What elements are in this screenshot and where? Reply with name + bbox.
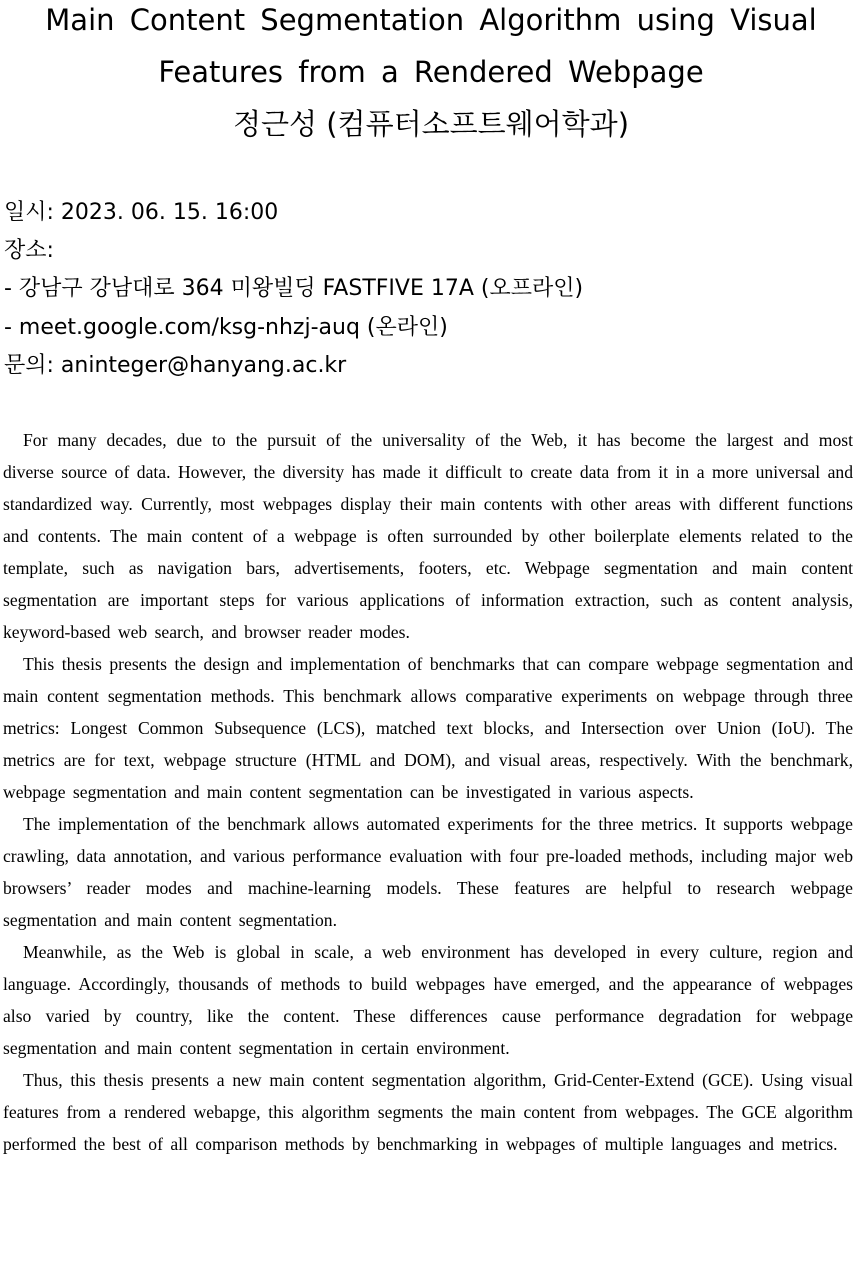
author-line: 정근성 (컴퓨터소프트웨어학과) bbox=[232, 107, 630, 141]
event-contact: 문의: aninteger@hanyang.ac.kr bbox=[4, 352, 347, 378]
title-line-1: Main Content Segmentation Algorithm using Visual bbox=[45, 3, 817, 37]
abstract-paragraph-1: For many decades, due to the pursuit of the universality of the Web, it has become the largest and most diverse source of data. However, the diversity has made it difficult to create data from it in a more universal and standardized way. Currently, most webpages display their main contents with other areas with different functions and contents. The main content of a webpage is often surrounded by other boilerplate elements related to the template, such as navigation bars, advertisements, footers, etc. Webpage segmentation and main content segmentation are important steps for various applications of information extraction, such as content analysis, keyword-based web search, and browser reader modes. bbox=[3, 430, 853, 642]
abstract-paragraph-3: The implementation of the benchmark allows automated experiments for the three metrics. It supports webpage crawling, data annotation, and various performance evaluation with four pre-loaded methods, including major web browsers’ reader modes and machine-learning models. These features are helpful to research webpage segmentation and main content segmentation. bbox=[3, 814, 853, 930]
event-place-online: - meet.google.com/ksg-nhzj-auq (온라인) bbox=[4, 314, 448, 340]
event-place-offline: - 강남구 강남대로 364 미왕빌딩 FASTFIVE 17A (오프라인) bbox=[4, 276, 584, 302]
title-line-2: Features from a Rendered Webpage bbox=[158, 55, 704, 89]
abstract-paragraph-2: This thesis presents the design and implementation of benchmarks that can compare webpage segmentation and main content segmentation methods. This benchmark allows comparative experiments on webpage through three metrics: Longest Common Subsequence (LCS), matched text blocks, and Intersection over Union (IoU). The metrics are for text, webpage structure (HTML and DOM), and visual areas, respectively. With the benchmark, webpage segmentation and main content segmentation can be investigated in various aspects. bbox=[3, 654, 853, 802]
document-title bbox=[0, 0, 862, 150]
event-place-label: 장소: bbox=[4, 238, 54, 264]
abstract-body bbox=[3, 424, 853, 1160]
abstract-paragraph-4: Meanwhile, as the Web is global in scale, a web environment has developed in every culture, region and language. Accordingly, thousands of methods to build webpages have emerged, and the appearance of webpages also varied by country, like the content. These differences cause performance degradation for webpage segmentation and main content segmentation in certain environment. bbox=[3, 942, 853, 1058]
event-datetime: 일시: 2023. 06. 15. 16:00 bbox=[4, 200, 279, 225]
abstract-paragraph-5: Thus, this thesis presents a new main content segmentation algorithm, Grid-Center-Extend (GCE). Using visual features from a rendered webapge, this algorithm segments the main content from webpages. The GCE algorithm performed the best of all comparison methods by benchmarking in webpages of multiple languages and metrics. bbox=[3, 1070, 853, 1154]
event-info bbox=[4, 194, 854, 385]
